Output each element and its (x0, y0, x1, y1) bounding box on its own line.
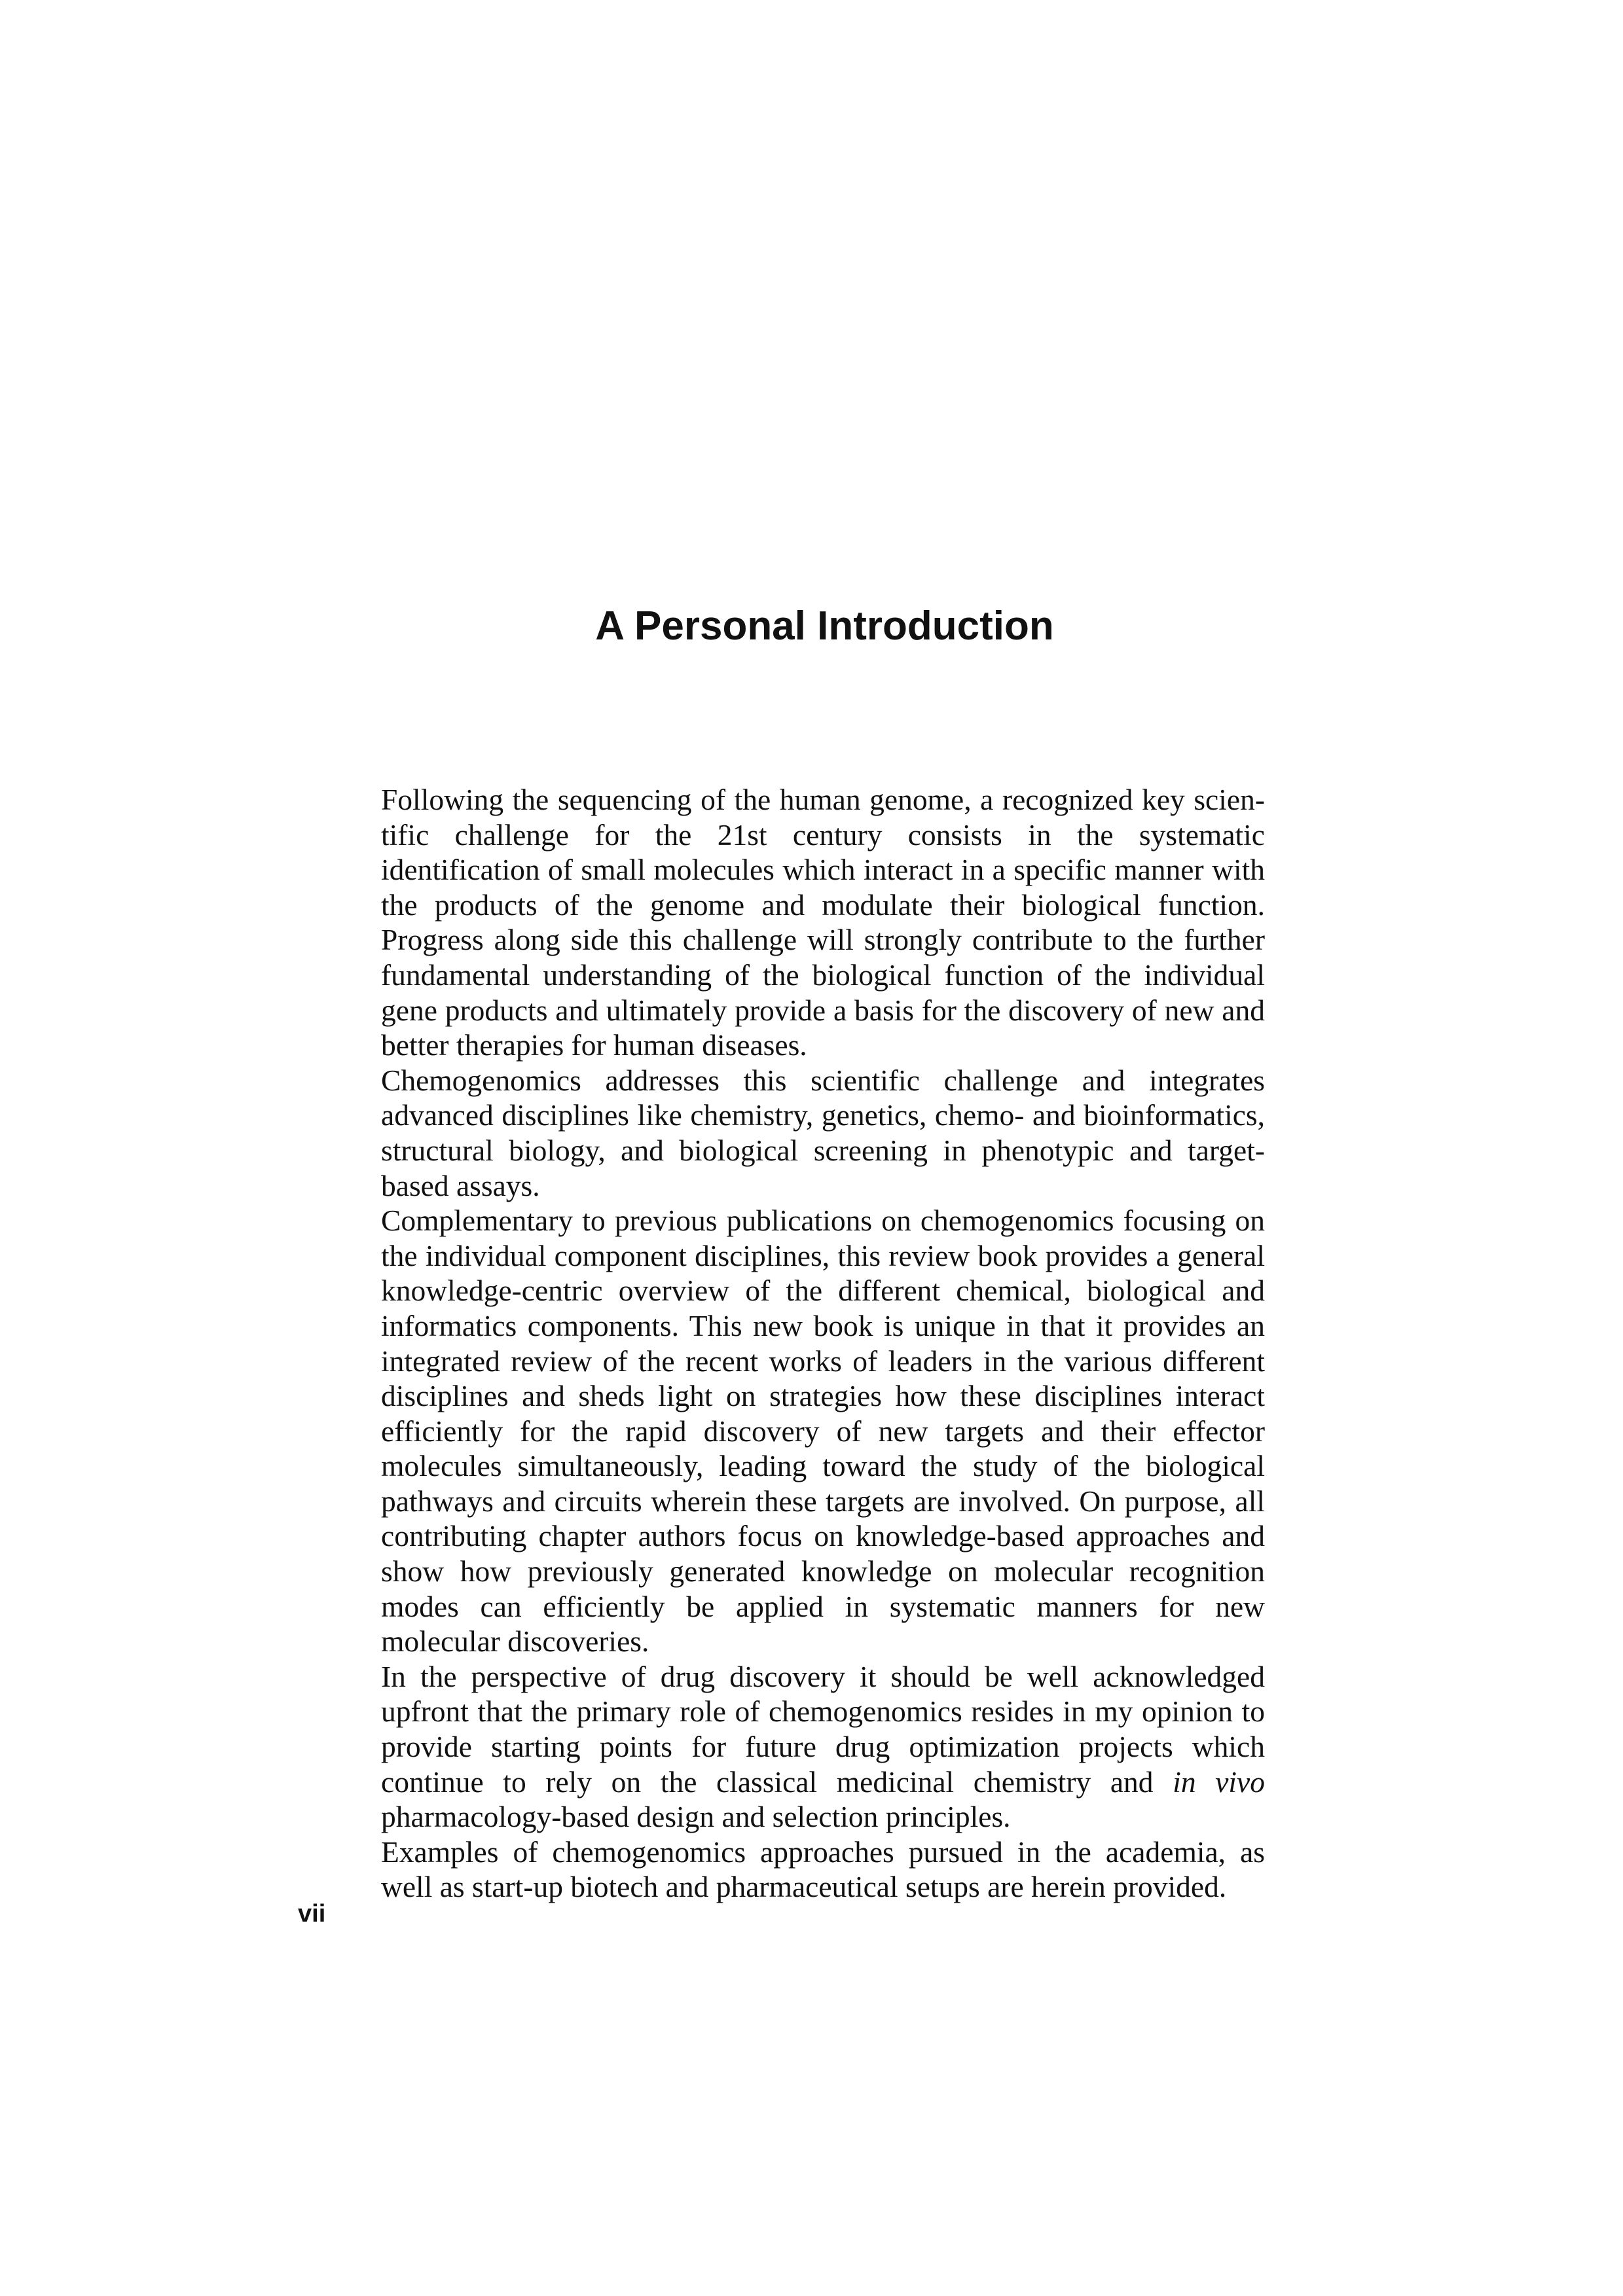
paragraph-4 (381, 1659, 1265, 1835)
page-title: A Personal Introduction (595, 603, 1054, 649)
introduction-body (381, 782, 1265, 1905)
paragraph-2: Chemogenomics addresses this scientific challenge and integrates advanced disciplines like chemistry, genetics, chemo- and bioinformatics, structural biology, and biological screening in phenotypic and target-based assays. (381, 1063, 1265, 1202)
paragraph-3: Complementary to previous publications on chemogenomics focusing on the individual component disciplines, this review book provides a general knowledge-centric overview of the different chemical, biological and informatics components. This new book is unique in that it provides an integrated review of the recent works of leaders in the various different disciplines and sheds light on strategies how these disciplines interact efficiently for the rapid discovery of new targets and their effector molecules simultaneously, leading toward the study of the biological pathways and circuits wherein these targets are involved. On purpose, all contributing chapter authors focus on knowledge-based approaches and show how previously generated knowledge on molecular recognition modes can efficiently be applied in systematic manners for new molecular discoveries. (381, 1204, 1265, 1659)
italic-term: in vivo (1173, 1765, 1265, 1799)
paragraph-1: Following the sequencing of the human genome, a recognized key scientific challenge for the 21st century consists in the systematic identification of small molecules which interact in a specific manner with the products of the genome and modulate their biological function. Progress along side this challenge will strongly contribute to the further fundamental understanding of the biological function of the individual gene products and ultimately provide a basis for the discovery of new and better therapies for human diseases. (381, 783, 1265, 1062)
page-number: vii (298, 1900, 326, 1928)
paragraph-5: Examples of chemogenomics approaches pursued in the academia, as well as start-up biotech and pharmaceutical setups are herein provided. (381, 1835, 1265, 1904)
paragraph-4-start: In the perspective of drug discovery it should be well acknowledged upfront that the primary role of chemogenomics resides in my opinion to provide starting points for future drug optimization projects which continue to rely on the classical medicinal chemistry and (381, 1659, 1265, 1799)
paragraph-4-end: pharmacology-based design and selection principles. (381, 1800, 1011, 1834)
